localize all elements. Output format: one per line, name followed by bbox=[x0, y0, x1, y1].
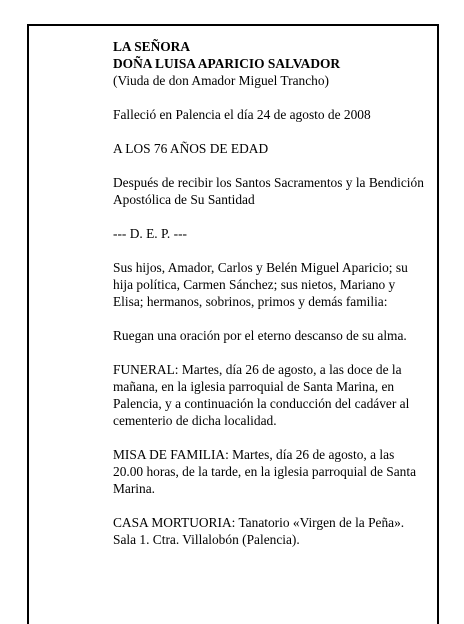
deceased-name: DOÑA LUISA APARICIO SALVADOR bbox=[113, 56, 341, 71]
prayer-notice: Ruegan una oración por el eterno descanso de su alma. bbox=[113, 328, 407, 343]
death-notice: Falleció en Palencia el día 24 de agosto de 2008 bbox=[113, 107, 371, 122]
misa-notice: MISA DE FAMILIA: Martes, día 26 de agosto, a las 20.00 horas, de la tarde, en la iglesia parroquial de Santa Marina. bbox=[113, 447, 417, 496]
casa-notice: CASA MORTUORIA: Tanatorio «Virgen de la Peña». Sala 1. Ctra. Villalobón (Palencia). bbox=[113, 515, 405, 547]
sacraments-notice: Después de recibir los Santos Sacramentos y la Bendición Apostólica de Su Santidad bbox=[113, 175, 424, 207]
age-notice: A LOS 76 AÑOS DE EDAD bbox=[113, 141, 269, 156]
funeral-notice: FUNERAL: Martes, día 26 de agosto, a las doce de la mañana, en la iglesia parroquial de Santa Marina, en Palencia, y a continuación la conducción del cadáver al cementerio de dicha localidad. bbox=[113, 362, 410, 428]
header-block bbox=[113, 38, 425, 89]
obituary-text bbox=[113, 38, 425, 565]
widow-note: (Viuda de don Amador Miguel Trancho) bbox=[113, 73, 330, 88]
title-line: LA SEÑORA bbox=[113, 39, 191, 54]
dep-notice: --- D. E. P. --- bbox=[113, 226, 188, 241]
family-notice: Sus hijos, Amador, Carlos y Belén Miguel Aparicio; su hija política, Carmen Sánchez; sus nietos, Mariano y Elisa; hermanos, sobrinos, primos y demás familia: bbox=[113, 260, 408, 309]
